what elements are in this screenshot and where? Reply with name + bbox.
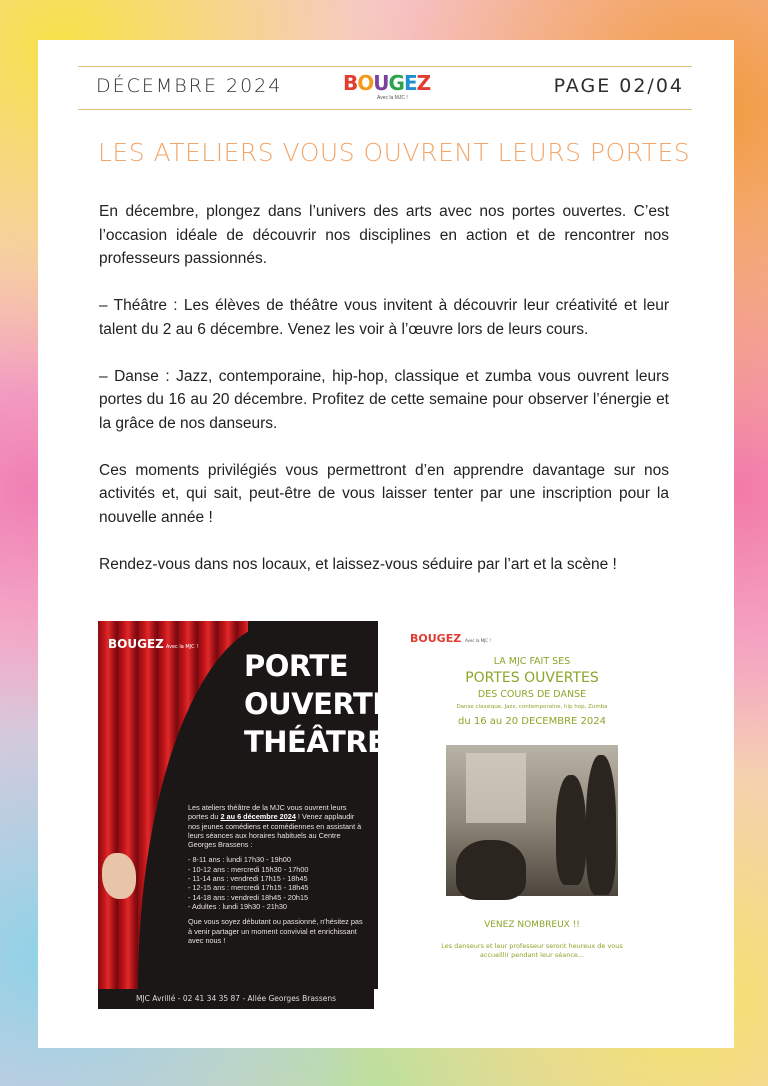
poster-info xyxy=(188,803,364,951)
flyer-headline: PORTES OUVERTES xyxy=(465,670,599,686)
issue-date: DÉCEMBRE 2024 xyxy=(96,75,283,97)
schedule-item: - 10-12 ans : mercredi 15h30 - 17h00 xyxy=(188,864,309,874)
flyer-logo: BOUGEZ Avec la MJC ! xyxy=(410,632,491,645)
flyer-dates: du 16 au 20 DECEMBRE 2024 xyxy=(457,716,607,727)
poster-intro: Les ateliers théâtre de la MJC vous ouvrent leurs portes du 2 au 6 décembre 2024 ! Venez applaudir nos jeunes comédiens et comédiennes en assistant à leurs séances aux horaires habituels au Centre Georges Brassens : xyxy=(188,803,362,850)
theatre-poster xyxy=(98,621,392,1009)
poster-title: PORTE OUVERTE THÉÂTRE xyxy=(244,649,392,759)
article-body xyxy=(99,200,669,600)
schedule-item: - 12-15 ans : mercredi 17h15 - 18h45 xyxy=(188,883,309,893)
paragraph: – Théâtre : Les élèves de théâtre vous invitent à découvrir leur créativité et leur talent du 2 au 6 décembre. Venez les voir à l’œuvre lors de leurs cours. xyxy=(99,297,669,338)
bougez-logo: BOUGEZ Avec la MJC ! xyxy=(343,71,431,101)
paragraph: – Danse : Jazz, contemporaine, hip-hop, classique et zumba vous ouvrent leurs portes du 16 au 20 décembre. Profitez de cette semaine pour observer l’énergie et la grâce de nos danseurs. xyxy=(99,367,669,432)
flyer-note: Les danseurs et leur professeur seront heureux de vous accueillir pendant leur séance... xyxy=(441,942,623,959)
paragraph: Rendez-vous dans nos locaux, et laissez-vous séduire par l’art et la scène ! xyxy=(99,555,617,573)
dancers-photo xyxy=(446,745,618,896)
schedule-item: - 11-14 ans : vendredi 17h15 - 18h45 xyxy=(188,874,308,884)
schedule-item: - 8-11 ans : lundi 17h30 - 19h00 xyxy=(188,855,291,865)
poster-closing: Que vous soyez débutant ou passionné, n'hésitez pas à venir partager un moment convivial et enrichissant avec nous ! xyxy=(188,917,363,945)
paragraph: Ces moments privilégiés vous permettront d’en apprendre davantage sur nos activités et, qui sait, peut-être de vous laisser tenter par une inscription pour la nouvelle année ! xyxy=(99,461,669,526)
newsletter-page xyxy=(38,40,734,1048)
page-header xyxy=(78,66,692,110)
logo-subtitle: Avec la MJC ! xyxy=(377,95,408,101)
poster-footer: MJC Avrillé - 02 41 34 35 87 - Allée Georges Brassens xyxy=(135,994,337,1003)
dance-flyer xyxy=(400,628,664,958)
flyer-cta: VENEZ NOMBREUX !! xyxy=(484,920,580,930)
flyer-line: LA MJC FAIT SES xyxy=(493,656,571,667)
poster-logo: BOUGEZ Avec la MJC ! xyxy=(108,637,199,651)
schedule-item: - Adultes : lundi 19h30 - 21h30 xyxy=(188,901,287,911)
article-title: LES ATELIERS VOUS OUVRENT LEURS PORTES xyxy=(98,138,691,167)
hand-graphic xyxy=(102,853,136,899)
flyer-styles: Danse classique, Jazz, contemporaine, hip hop, Zumba xyxy=(456,704,608,710)
paragraph: En décembre, plongez dans l’univers des arts avec nos portes ouvertes. C’est l’occasion idéale de découvrir nos disciplines en action et de rencontrer nos professeurs passionnés. xyxy=(99,203,669,267)
flyer-line: DES COURS DE DANSE xyxy=(477,689,587,700)
page-number: PAGE 02/04 xyxy=(553,75,684,97)
schedule-item: - 14-18 ans : vendredi 18h45 - 20h15 xyxy=(188,892,309,902)
schedule-list xyxy=(188,855,364,911)
